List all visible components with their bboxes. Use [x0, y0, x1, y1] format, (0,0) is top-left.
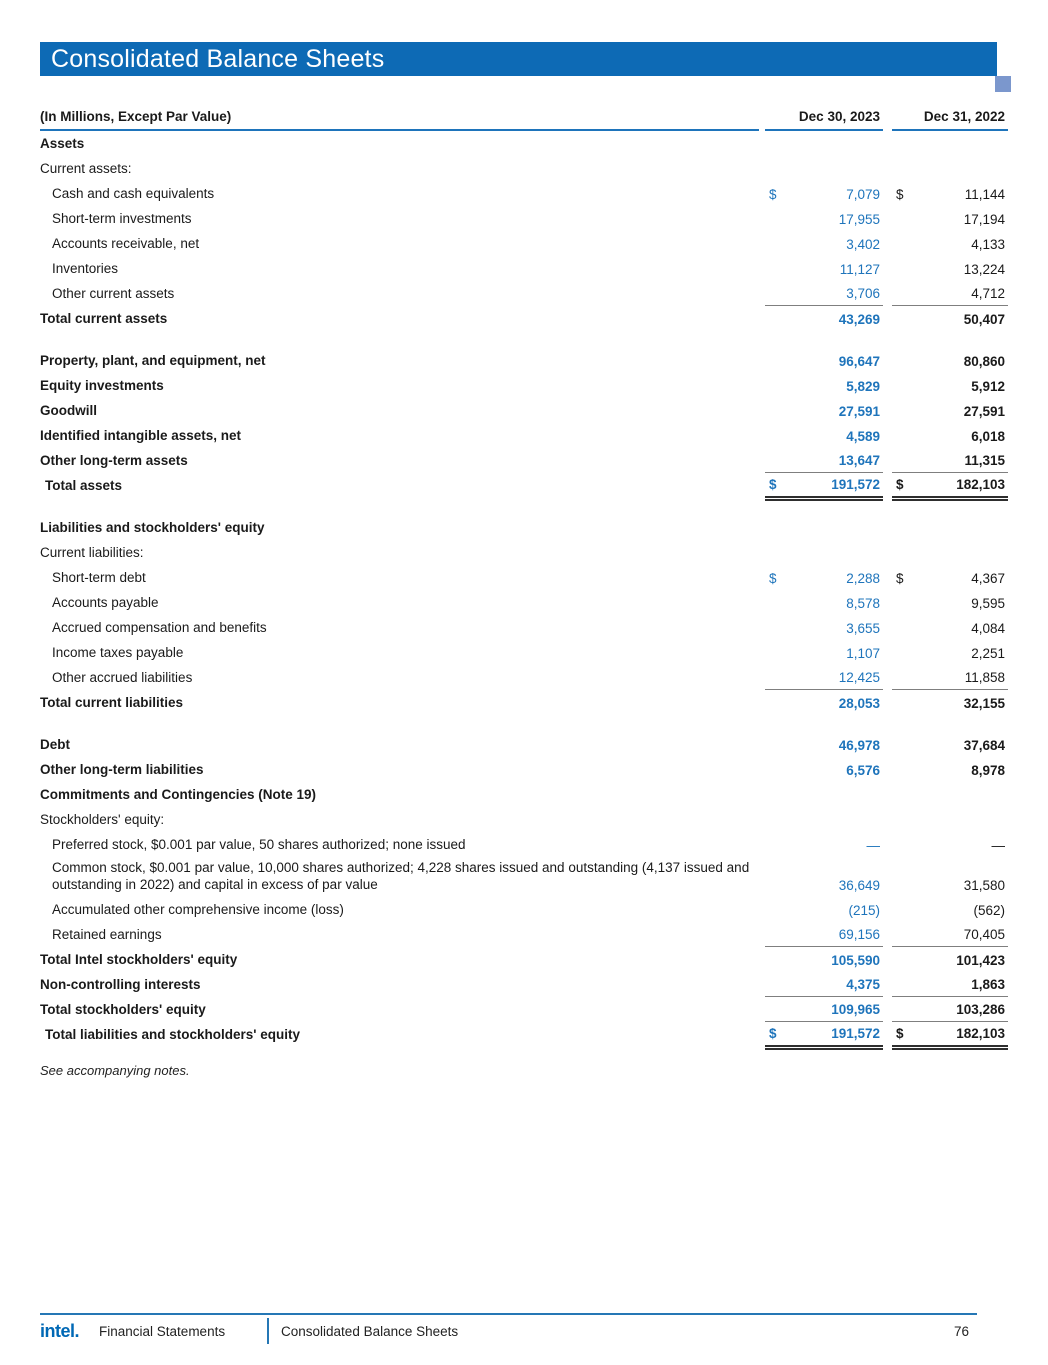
value-2023	[765, 803, 883, 807]
dollar-sign	[892, 596, 896, 611]
table-row	[40, 448, 1008, 473]
row-value: 182,103	[956, 1026, 1005, 1041]
row-value: 13,647	[838, 453, 880, 468]
row-value: 3,655	[846, 621, 880, 636]
row-label: Total stockholders' equity	[40, 1002, 206, 1017]
value-2022	[892, 379, 1008, 398]
section-gap	[40, 715, 1008, 732]
dollar-sign: $	[769, 187, 777, 202]
value-2022	[892, 561, 1008, 565]
value-2022	[892, 453, 1008, 473]
row-value: 1,863	[971, 977, 1005, 992]
value-2023	[765, 1026, 883, 1047]
value-2022	[892, 646, 1008, 665]
value-2023	[765, 571, 883, 590]
value-2022	[892, 803, 1008, 807]
value-2022	[892, 596, 1008, 615]
dollar-sign	[765, 312, 769, 327]
dollar-sign	[765, 763, 769, 778]
table-row	[40, 231, 1008, 256]
row-value: 191,572	[831, 477, 880, 492]
value-2022	[892, 177, 1008, 181]
row-value: 2,251	[971, 646, 1005, 661]
row-value: 11,858	[964, 670, 1005, 685]
table-row	[40, 615, 1008, 640]
row-label: Cash and cash equivalents	[52, 186, 215, 201]
row-value: 12,425	[838, 670, 880, 685]
dollar-sign	[765, 404, 769, 419]
dollar-sign	[892, 212, 896, 227]
row-label: Non-controlling interests	[40, 977, 201, 992]
value-2023	[765, 429, 883, 448]
table-row	[40, 832, 1008, 857]
row-value: 17,955	[838, 212, 880, 227]
value-2022	[892, 262, 1008, 281]
page-title-bar	[40, 42, 997, 76]
row-value: 182,103	[956, 477, 1005, 492]
accompanying-notes: See accompanying notes.	[40, 1063, 190, 1078]
row-value: 101,423	[956, 953, 1005, 968]
dollar-sign	[892, 646, 896, 661]
dollar-sign	[765, 903, 769, 918]
row-label: Total liabilities and stockholders' equity	[45, 1027, 301, 1042]
row-value: 13,224	[963, 262, 1005, 277]
dollar-sign	[892, 453, 896, 468]
dollar-sign	[765, 838, 769, 853]
dollar-sign	[892, 738, 896, 753]
value-2023	[765, 237, 883, 256]
value-2023	[765, 738, 883, 757]
row-value: 37,684	[963, 738, 1005, 753]
row-value: 4,712	[971, 286, 1005, 301]
row-label: Equity investments	[40, 378, 164, 393]
table-row	[40, 398, 1008, 423]
dollar-sign	[765, 738, 769, 753]
row-value: 11,315	[964, 453, 1005, 468]
value-2022	[892, 763, 1008, 782]
value-2023	[765, 354, 883, 373]
row-value: 5,912	[971, 379, 1005, 394]
dollar-sign	[765, 262, 769, 277]
row-value: 3,706	[846, 286, 880, 301]
table-row	[40, 590, 1008, 615]
dollar-sign	[765, 953, 769, 968]
value-2022	[892, 977, 1008, 997]
table-row	[40, 473, 1008, 498]
dollar-sign	[892, 429, 896, 444]
dollar-sign	[892, 621, 896, 636]
table-row	[40, 181, 1008, 206]
accent-square	[995, 76, 1011, 92]
dollar-sign	[892, 286, 896, 301]
row-value: 7,079	[846, 187, 880, 202]
dollar-sign	[765, 1002, 769, 1017]
dollar-sign	[892, 379, 896, 394]
page-number: 76	[953, 1323, 969, 1339]
row-label: Short-term investments	[52, 211, 192, 226]
row-label: Accumulated other comprehensive income (loss)	[52, 902, 344, 917]
row-label: Debt	[40, 737, 70, 752]
value-2022	[892, 354, 1008, 373]
dollar-sign: $	[896, 477, 904, 492]
row-value: 43,269	[838, 312, 880, 327]
value-2023	[765, 453, 883, 473]
row-value: 80,860	[963, 354, 1005, 369]
row-value: 109,965	[831, 1002, 880, 1017]
dollar-sign	[892, 1002, 896, 1017]
dollar-sign: $	[769, 571, 777, 586]
col-header-2022: Dec 31, 2022	[892, 109, 1008, 131]
row-value: 4,589	[846, 429, 880, 444]
dollar-sign	[892, 237, 896, 252]
value-2023	[765, 152, 883, 156]
row-value: 11,127	[839, 262, 880, 277]
row-label: Accounts receivable, net	[52, 236, 200, 251]
footer-section-label: Financial Statements	[99, 1323, 226, 1339]
row-label: Total current assets	[40, 311, 168, 326]
value-2022	[892, 477, 1008, 498]
value-2023	[765, 927, 883, 947]
footer-page-title: Consolidated Balance Sheets	[281, 1323, 459, 1339]
dollar-sign	[892, 262, 896, 277]
row-value: 5,829	[846, 379, 880, 394]
table-row	[40, 732, 1008, 757]
dollar-sign	[892, 977, 896, 992]
row-value: 2,288	[846, 571, 880, 586]
dollar-sign	[765, 596, 769, 611]
value-2023	[765, 838, 883, 857]
dollar-sign	[892, 763, 896, 778]
value-2022	[892, 536, 1008, 540]
row-label: Total Intel stockholders' equity	[40, 952, 238, 967]
value-2022	[892, 404, 1008, 423]
value-2023	[765, 670, 883, 690]
dollar-sign	[892, 696, 896, 711]
row-value: 17,194	[963, 212, 1005, 227]
table-row	[40, 665, 1008, 690]
row-value: 27,591	[838, 404, 880, 419]
table-row	[40, 947, 1008, 972]
row-label: Current liabilities:	[40, 545, 144, 560]
dollar-sign	[892, 838, 896, 853]
value-2023	[765, 763, 883, 782]
row-value: (562)	[973, 903, 1005, 918]
value-2022	[892, 878, 1008, 897]
dollar-sign	[765, 212, 769, 227]
row-value: 191,572	[831, 1026, 880, 1041]
row-value: 28,053	[838, 696, 880, 711]
table-row	[40, 690, 1008, 715]
table-header-row	[40, 104, 1008, 131]
table-row	[40, 540, 1008, 565]
table-row	[40, 565, 1008, 590]
row-label: Short-term debt	[52, 570, 146, 585]
row-label: Other long-term assets	[40, 453, 188, 468]
row-label: Commitments and Contingencies (Note 19)	[40, 787, 317, 802]
row-value: 11,144	[964, 187, 1005, 202]
page-footer	[40, 1313, 977, 1347]
table-row	[40, 640, 1008, 665]
value-2023	[765, 177, 883, 181]
value-2022	[892, 1026, 1008, 1047]
row-label: Total assets	[45, 478, 123, 493]
table-row	[40, 997, 1008, 1022]
row-value: 31,580	[963, 878, 1005, 893]
dollar-sign	[892, 953, 896, 968]
row-value: 27,591	[963, 404, 1005, 419]
value-2022	[892, 429, 1008, 448]
dollar-sign: $	[769, 477, 777, 492]
row-label: Other current assets	[52, 286, 175, 301]
row-value: 8,578	[846, 596, 880, 611]
row-label: Stockholders' equity:	[40, 812, 165, 827]
value-2022	[892, 312, 1008, 331]
table-row	[40, 807, 1008, 832]
table-body	[40, 131, 1008, 1047]
value-2022	[892, 621, 1008, 640]
row-value: 1,107	[846, 646, 880, 661]
row-value: —	[866, 838, 880, 853]
value-2022	[892, 237, 1008, 256]
value-2022	[892, 1002, 1008, 1022]
row-label: Income taxes payable	[52, 645, 184, 660]
value-2022	[892, 696, 1008, 715]
row-label: Retained earnings	[52, 927, 162, 942]
row-value: 36,649	[838, 878, 880, 893]
value-2022	[892, 927, 1008, 947]
row-value: 3,402	[846, 237, 880, 252]
table-row	[40, 897, 1008, 922]
value-2023	[765, 379, 883, 398]
table-row	[40, 972, 1008, 997]
table-row	[40, 857, 1008, 897]
row-label: Accounts payable	[52, 595, 159, 610]
row-label: Other long-term liabilities	[40, 762, 204, 777]
row-label: Current assets:	[40, 161, 132, 176]
dollar-sign	[892, 312, 896, 327]
value-2022	[892, 571, 1008, 590]
dollar-sign: $	[896, 187, 904, 202]
dollar-sign	[765, 878, 769, 893]
table-row	[40, 922, 1008, 947]
section-gap	[40, 331, 1008, 348]
dollar-sign	[892, 878, 896, 893]
value-2023	[765, 621, 883, 640]
value-2023	[765, 646, 883, 665]
value-2023	[765, 536, 883, 540]
footer-divider	[267, 1318, 269, 1344]
dollar-sign	[765, 237, 769, 252]
value-2023	[765, 953, 883, 972]
dollar-sign	[765, 621, 769, 636]
table-row	[40, 1022, 1008, 1047]
table-row	[40, 281, 1008, 306]
value-2023	[765, 903, 883, 922]
table-row	[40, 515, 1008, 540]
value-2023	[765, 404, 883, 423]
row-value: 70,405	[963, 927, 1005, 942]
table-row	[40, 423, 1008, 448]
value-2023	[765, 1002, 883, 1022]
row-label: Identified intangible assets, net	[40, 428, 242, 443]
row-value: 4,375	[846, 977, 880, 992]
value-2022	[892, 953, 1008, 972]
value-2022	[892, 903, 1008, 922]
row-value: —	[991, 838, 1005, 853]
row-label: Preferred stock, $0.001 par value, 50 shares authorized; none issued	[52, 837, 466, 852]
dollar-sign	[892, 404, 896, 419]
table-row	[40, 782, 1008, 807]
table-row	[40, 348, 1008, 373]
row-value: 9,595	[971, 596, 1005, 611]
row-label: Goodwill	[40, 403, 97, 418]
table-row	[40, 131, 1008, 156]
value-2023	[765, 977, 883, 997]
dollar-sign	[892, 903, 896, 918]
row-value: 69,156	[838, 927, 880, 942]
row-value: 4,133	[971, 237, 1005, 252]
table-row	[40, 373, 1008, 398]
row-value: (215)	[848, 903, 880, 918]
row-value: 50,407	[963, 312, 1005, 327]
dollar-sign	[765, 977, 769, 992]
row-value: 6,576	[846, 763, 880, 778]
row-value: 46,978	[838, 738, 880, 753]
value-2023	[765, 596, 883, 615]
value-2023	[765, 312, 883, 331]
row-label: Other accrued liabilities	[52, 670, 193, 685]
value-2023	[765, 878, 883, 897]
value-2023	[765, 262, 883, 281]
dollar-sign: $	[896, 571, 904, 586]
row-value: 32,155	[963, 696, 1005, 711]
dollar-sign	[765, 429, 769, 444]
row-value: 4,367	[971, 571, 1005, 586]
table-row	[40, 757, 1008, 782]
value-2022	[892, 738, 1008, 757]
dollar-sign	[765, 646, 769, 661]
table-row	[40, 306, 1008, 331]
row-label: Liabilities and stockholders' equity	[40, 520, 265, 535]
value-2023	[765, 286, 883, 306]
dollar-sign	[765, 670, 769, 685]
page-title: Consolidated Balance Sheets	[51, 45, 385, 73]
value-2022	[892, 187, 1008, 206]
value-2023	[765, 696, 883, 715]
intel-logo: intel.	[40, 1320, 80, 1341]
row-label: Accrued compensation and benefits	[52, 620, 267, 635]
table-row	[40, 206, 1008, 231]
dollar-sign	[765, 379, 769, 394]
row-value: 4,084	[971, 621, 1005, 636]
value-2022	[892, 838, 1008, 857]
value-2022	[892, 670, 1008, 690]
dollar-sign	[765, 453, 769, 468]
value-2023	[765, 187, 883, 206]
dollar-sign	[765, 927, 769, 942]
row-value: 103,286	[956, 1002, 1005, 1017]
value-2022	[892, 286, 1008, 306]
value-2022	[892, 828, 1008, 832]
value-2022	[892, 152, 1008, 156]
table-row	[40, 256, 1008, 281]
dollar-sign	[765, 354, 769, 369]
value-2023	[765, 212, 883, 231]
value-2023	[765, 561, 883, 565]
dollar-sign	[892, 670, 896, 685]
dollar-sign: $	[896, 1026, 904, 1041]
row-label: Property, plant, and equipment, net	[40, 353, 266, 368]
table-row	[40, 156, 1008, 181]
value-2023	[765, 828, 883, 832]
col-header-2023: Dec 30, 2023	[765, 109, 883, 131]
row-label: Common stock, $0.001 par value, 10,000 shares authorized; 4,228 shares issued and outstanding (4,137 issued and outstanding in 2022) and capital in excess of par value	[52, 860, 750, 892]
row-value: 105,590	[831, 953, 880, 968]
row-value: 6,018	[971, 429, 1005, 444]
row-value: 96,647	[838, 354, 880, 369]
value-2023	[765, 477, 883, 498]
dollar-sign	[765, 286, 769, 301]
balance-sheet-table	[40, 104, 1008, 1078]
row-label: Assets	[40, 136, 85, 151]
dollar-sign: $	[769, 1026, 777, 1041]
value-2022	[892, 212, 1008, 231]
row-label: Inventories	[52, 261, 119, 276]
row-label: Total current liabilities	[40, 695, 184, 710]
dollar-sign	[892, 927, 896, 942]
dollar-sign	[892, 354, 896, 369]
row-value: 8,978	[971, 763, 1005, 778]
unit-label: (In Millions, Except Par Value)	[40, 109, 759, 131]
dollar-sign	[765, 696, 769, 711]
